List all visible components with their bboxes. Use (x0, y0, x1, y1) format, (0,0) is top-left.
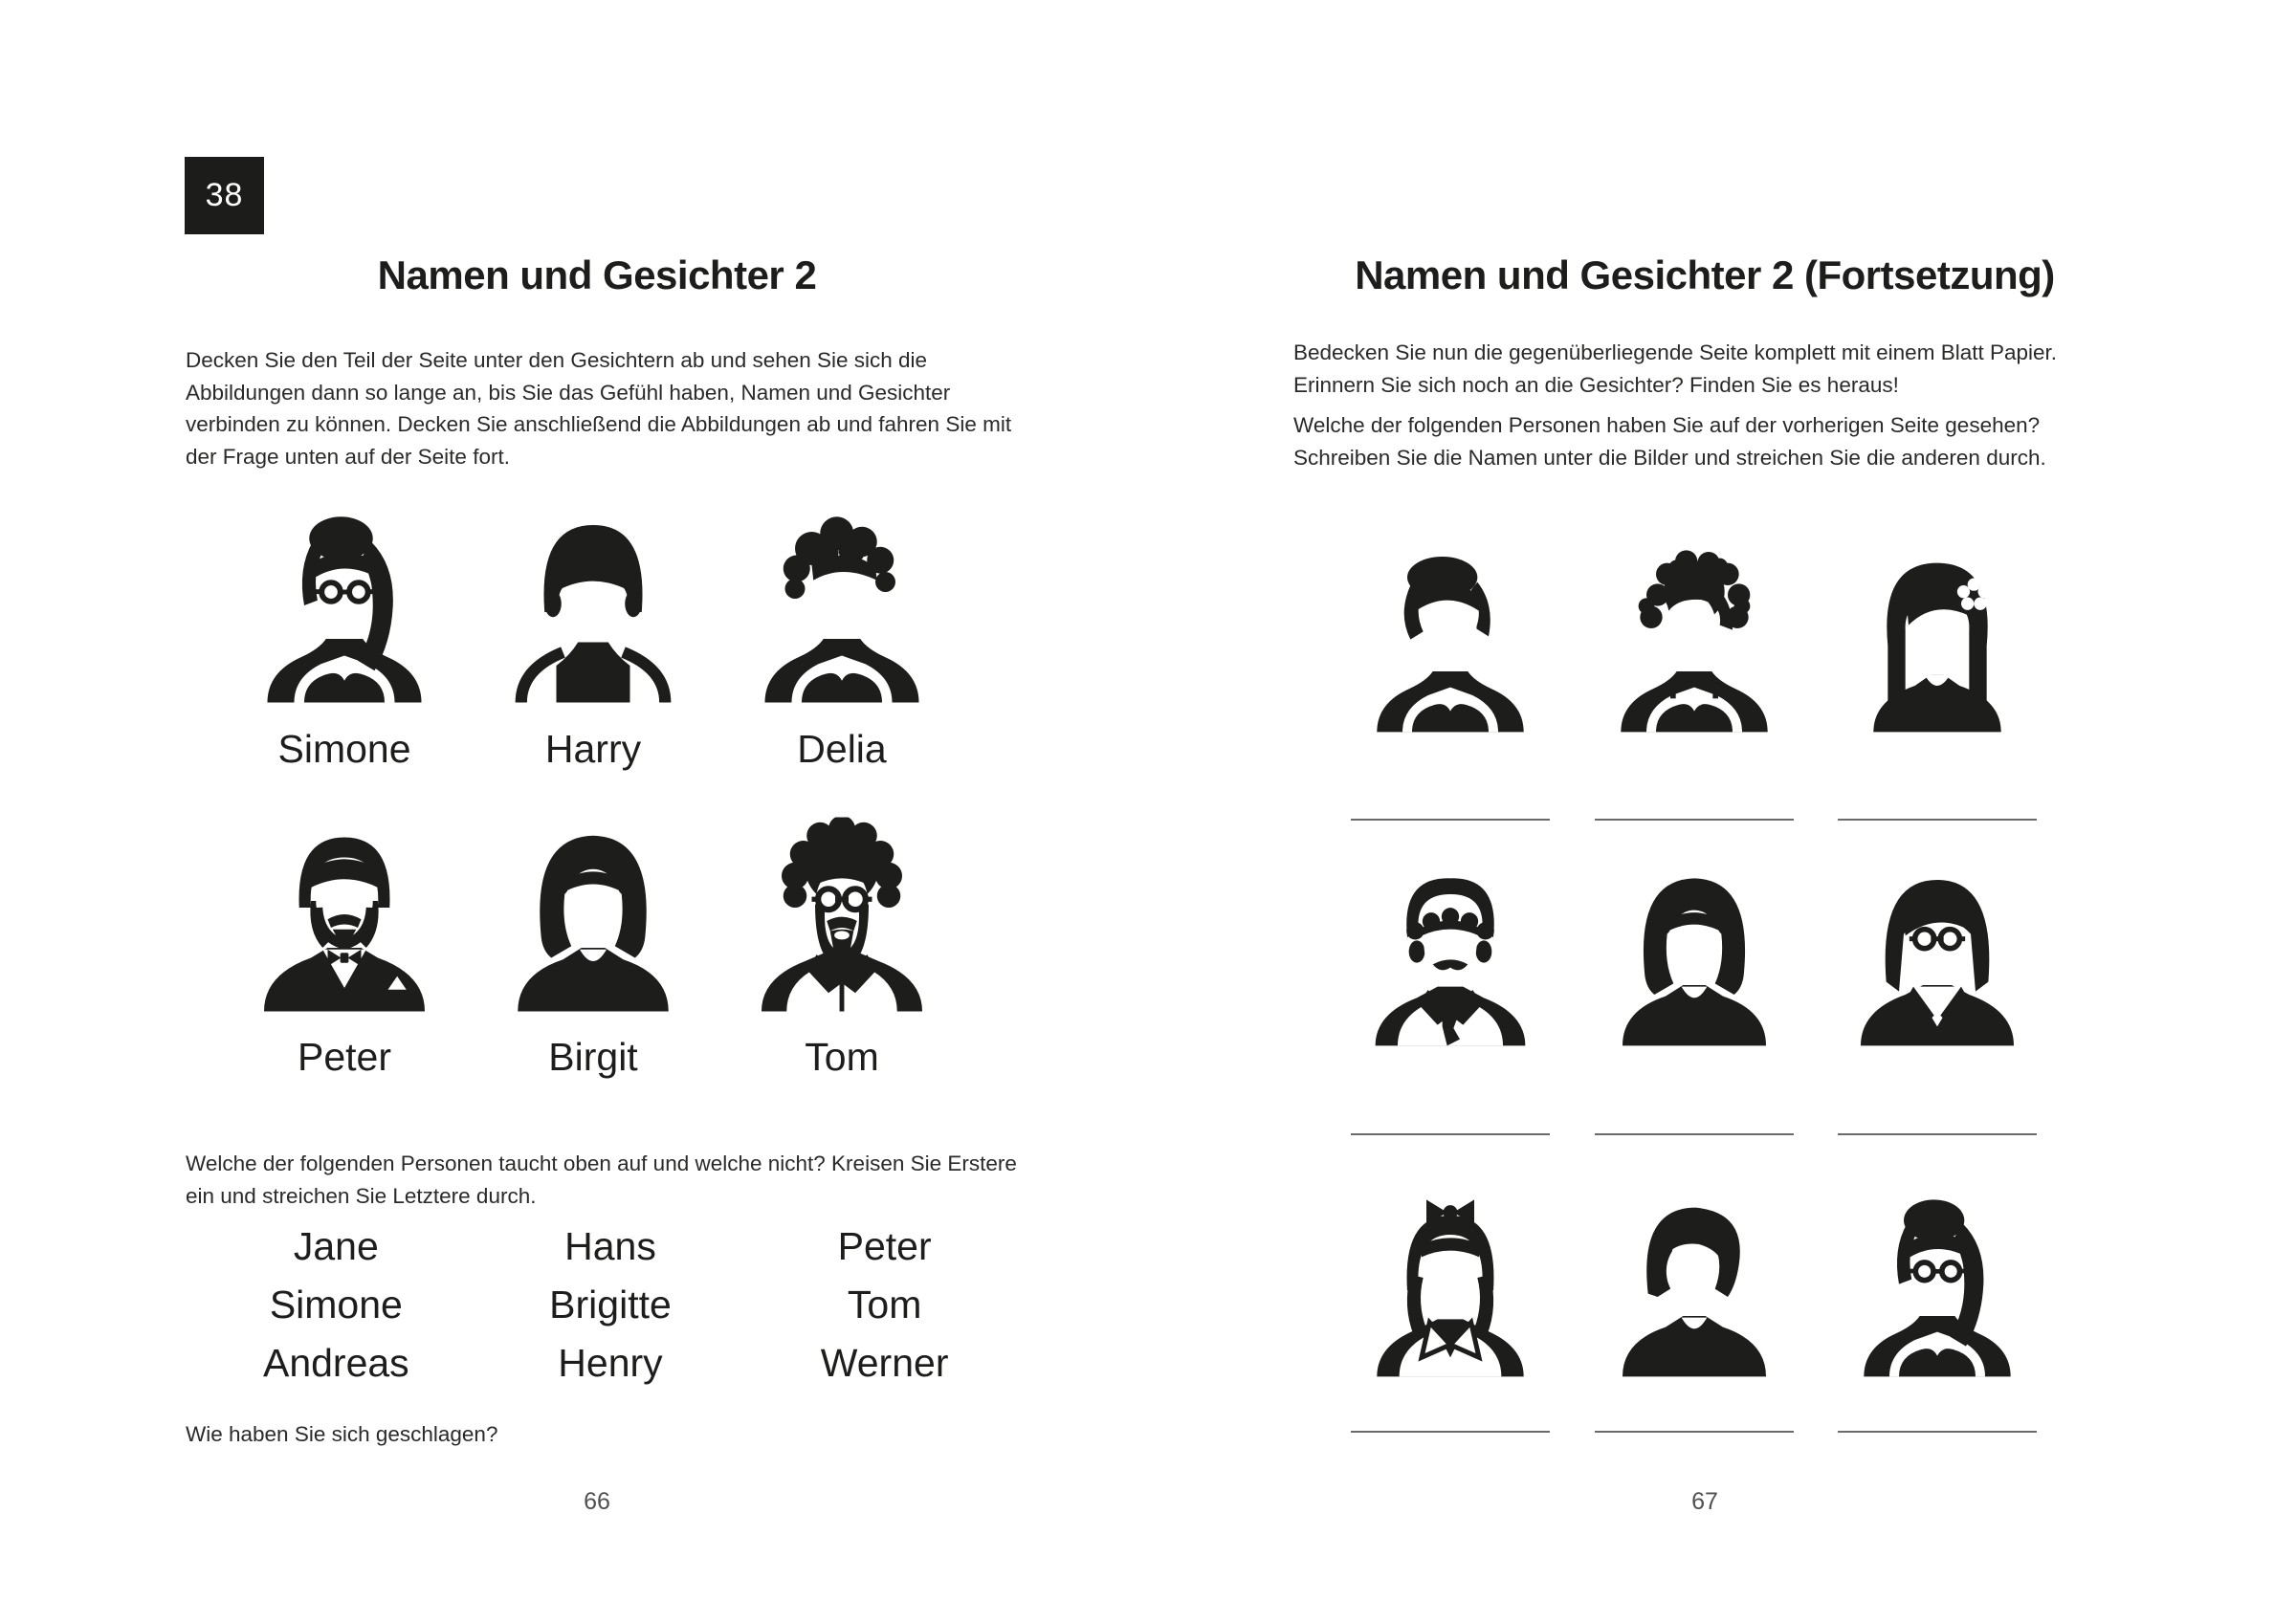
page-number-right: 67 (1691, 1488, 1718, 1515)
left-caption-row-2 (220, 1035, 966, 1080)
man-mustache-shirt-tie-icon (1355, 855, 1546, 1058)
name-write-line[interactable] (1351, 1133, 1550, 1135)
name-option[interactable]: Hans (564, 1224, 656, 1268)
exercise-number: 38 (205, 177, 244, 213)
left-caption-row-1 (220, 727, 966, 772)
recall-faces-row-2 (1329, 855, 2060, 1058)
name-option[interactable]: Tom (847, 1283, 922, 1327)
right-instructions-paragraph-1: Bedecken Sie nun die gegenüberliegende Seite komplett mit einem Blatt Papier. Erinnern Sie sich noch an die Gesichter? Finden Sie es heraus! (1293, 340, 2058, 397)
woman-curly-updo-strapless-icon (741, 507, 942, 711)
name-options-row-1 (199, 1224, 1022, 1269)
recall-portrait-9 (1816, 1186, 2060, 1389)
face-name-label: Peter (298, 1035, 391, 1079)
recall-portrait-3 (1816, 541, 2060, 744)
woman-bob-glasses-blazer-icon (1842, 855, 2033, 1058)
right-instructions-paragraph-2: Welche der folgenden Personen haben Sie auf der vorherigen Seite gesehen? Schreiben Sie die Namen unter die Bilder und streichen Sie die anderen durch. (1293, 413, 2046, 470)
face-portrait-tom (718, 816, 966, 1020)
write-lines-row-3 (1329, 1431, 2060, 1433)
name-write-line[interactable] (1838, 1133, 2037, 1135)
recall-portrait-1 (1329, 541, 1573, 744)
recall-portrait-5 (1573, 855, 1817, 1058)
right-page-title: Namen und Gesichter 2 (Fortsetzung) (1355, 252, 2055, 297)
woman-long-hair-flower-icon (1842, 541, 2033, 744)
left-page-title: Namen und Gesichter 2 (377, 252, 817, 297)
face-name-label: Delia (797, 727, 887, 771)
left-faces-row-2 (220, 816, 966, 1020)
woman-curly-hair-dress-icon (1599, 541, 1790, 744)
face-portrait-harry (469, 507, 718, 711)
name-write-line[interactable] (1595, 1133, 1794, 1135)
name-option[interactable]: Henry (558, 1341, 663, 1385)
write-lines-row-2 (1329, 1133, 2060, 1135)
recall-portrait-7 (1329, 1186, 1573, 1389)
name-write-line[interactable] (1838, 1431, 2037, 1433)
woman-quiff-updo-strapless-icon (1355, 541, 1546, 744)
face-name-label: Birgit (548, 1035, 638, 1079)
face-name-label: Tom (805, 1035, 879, 1079)
page-number-left: 66 (584, 1488, 610, 1515)
face-portrait-simone (220, 507, 469, 711)
woman-side-ponytail-mask-icon (244, 507, 445, 711)
recall-faces-row-3 (1329, 1186, 2060, 1389)
face-portrait-delia (718, 507, 966, 711)
left-question-paragraph: Welche der folgenden Personen taucht oben auf und welche nicht? Kreisen Sie Erstere ein und streichen Sie Letztere durch. (186, 1151, 1017, 1208)
name-option[interactable]: Andreas (262, 1341, 409, 1385)
person-side-swept-hair-icon (1599, 1186, 1790, 1389)
recall-portrait-8 (1573, 1186, 1817, 1389)
man-bowl-cut-tank-top-icon (493, 507, 694, 711)
closing-question: Wie haben Sie sich geschlagen? (186, 1422, 498, 1446)
girl-hair-bow-collar-icon (1355, 1186, 1546, 1389)
name-option[interactable]: Werner (820, 1341, 949, 1385)
woman-bob-haircut-icon (1599, 855, 1790, 1058)
name-write-line[interactable] (1351, 819, 1550, 821)
name-write-line[interactable] (1595, 819, 1794, 821)
name-option[interactable]: Jane (293, 1224, 379, 1268)
recall-portrait-2 (1573, 541, 1817, 744)
man-afro-glasses-beard-icon (741, 816, 942, 1020)
name-options-row-2 (199, 1283, 1022, 1327)
recall-portrait-6 (1816, 855, 2060, 1058)
face-portrait-birgit (469, 816, 718, 1020)
face-portrait-peter (220, 816, 469, 1020)
left-faces-row-1 (220, 507, 966, 711)
name-write-line[interactable] (1351, 1431, 1550, 1433)
face-name-label: Simone (277, 727, 411, 771)
name-write-line[interactable] (1595, 1431, 1794, 1433)
man-goatee-tuxedo-icon (244, 816, 445, 1020)
recall-faces-row-1 (1329, 541, 2060, 744)
woman-bob-haircut-icon (493, 816, 694, 1020)
name-option[interactable]: Brigitte (549, 1283, 672, 1327)
name-option[interactable]: Simone (269, 1283, 403, 1327)
write-lines-row-1 (1329, 819, 2060, 821)
name-write-line[interactable] (1838, 819, 2037, 821)
left-instructions-paragraph: Decken Sie den Teil der Seite unter den Gesichtern ab und sehen Sie sich die Abbildungen dann so lange an, bis Sie das Gefühl haben, Namen und Gesichter verbinden zu können. Decken Sie anschließend die Abbildungen ab und fahren Sie mit der Frage unten auf der Seite fort. (186, 348, 1012, 469)
name-option[interactable]: Peter (837, 1224, 932, 1268)
exercise-number-badge (185, 157, 264, 234)
face-name-label: Harry (544, 727, 642, 771)
name-options-row-3 (199, 1341, 1022, 1386)
recall-portrait-4 (1329, 855, 1573, 1058)
woman-side-ponytail-mask-icon (1842, 1186, 2033, 1389)
